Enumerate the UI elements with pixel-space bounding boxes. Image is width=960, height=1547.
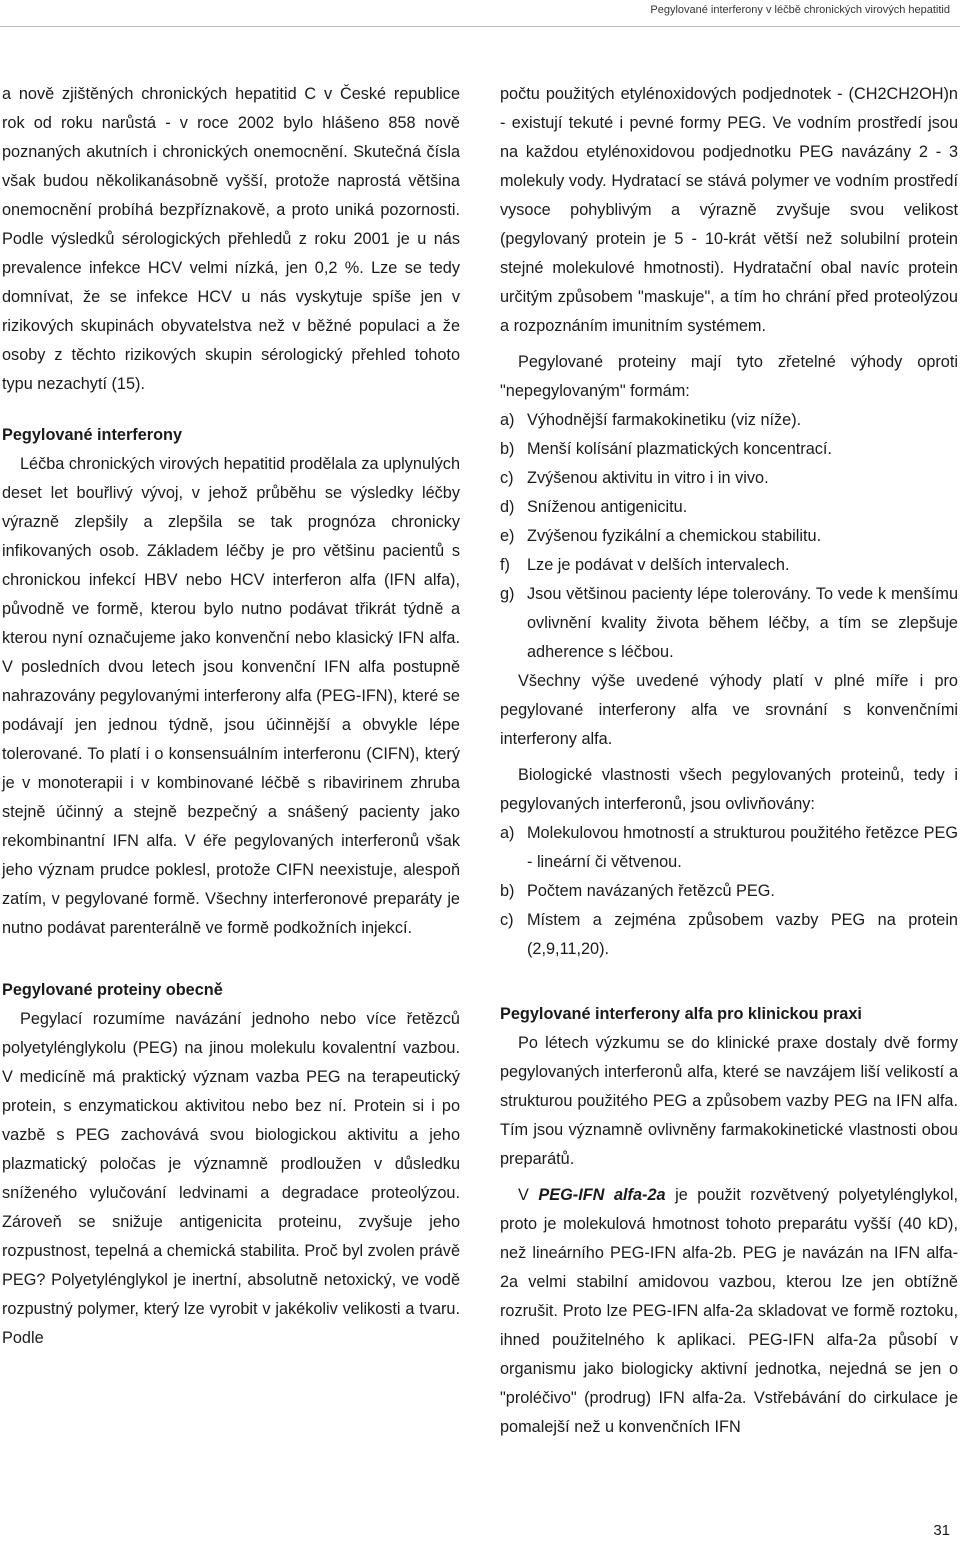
list-item xyxy=(500,877,958,906)
list-marker: a) xyxy=(500,824,515,842)
header-divider xyxy=(0,26,960,27)
list-item xyxy=(500,464,958,493)
list-item xyxy=(500,435,958,464)
drug-name-emphasis: PEG-IFN alfa-2a xyxy=(538,1186,666,1204)
paragraph: Biologické vlastnosti všech pegylovaných proteinů, tedy i pegylovaných interferonů, jsou ovlivňovány: xyxy=(500,766,958,813)
list-item xyxy=(500,551,958,580)
list-marker: b) xyxy=(500,882,515,900)
list-item xyxy=(500,522,958,551)
section-heading-pegylated-interferons: Pegylované interferony xyxy=(2,426,183,444)
right-column xyxy=(500,80,958,1442)
running-header: Pegylované interferony v léčbě chronických virových hepatitid xyxy=(650,4,950,16)
paragraph: Pegylací rozumíme navázání jednoho nebo více řetězců polyetylénglykolu (PEG) na jinou molekulu kovalentní vazbou. V medicíně má praktický význam vazba PEG na terapeutický protein, s enzymatickou aktivitou nebo bez ní. Protein si i po vazbě s PEG zachovává svou biologickou aktivitu a jeho plazmatický poločas je významně prodloužen v důsledku sníženého vylučování ledvinami a degradace proteolýzou. Zároveň se snižuje antigenicita proteinu, zvyšuje jeho rozpustnost, tepelná a chemická stabilita. Proč byl zvolen právě PEG? Polyetylénglykol je inertní, absolutně netoxický, ve vodě rozpustný polymer, který lze vyrobit v jakékoliv velikosti a tvaru. Podle xyxy=(2,1010,460,1347)
list-item xyxy=(500,406,958,435)
section-heading-clinical-practice: Pegylované interferony alfa pro klinickou praxi xyxy=(500,1005,862,1023)
list-item-text: Zvýšenou aktivitu in vitro i in vivo. xyxy=(527,469,769,487)
paragraph: a nově zjištěných chronických hepatitid C v České republice rok od roku narůstá - v roce 2002 bylo hlášeno 858 nově poznaných akutních i chronických onemocnění. Skutečná čísla však budou několikanásobně vyšší, protože naprostá většina onemocnění probíhá bezpříznakově, a proto uniká pozornosti. Podle výsledků sérologických přehledů z roku 2001 je u nás prevalence infekce HCV velmi nízká, jen 0,2 %. Lze se tedy domnívat, že se infekce HCV u nás vyskytuje spíše jen v rizikových skupinách obyvatelstva než v běžné populaci a že osoby z těchto rizikových skupin sérologický přehled tohoto typu nezachytí (15). xyxy=(2,85,460,393)
list-item-text: Molekulovou hmotností a strukturou použitého řetězce PEG - lineární či větvenou. xyxy=(527,824,958,871)
list-marker: g) xyxy=(500,585,515,603)
paragraph: Po létech výzkumu se do klinické praxe dostaly dvě formy pegylovaných interferonů alfa, které se navzájem liší velikostí a strukturou použitého PEG a způsobem vazby PEG na IFN alfa. Tím jsou významně ovlivněny farmakokinetické vlastnosti obou preparátů. xyxy=(500,1034,958,1168)
paragraph: Všechny výše uvedené výhody platí v plné míře i pro pegylované interferony alfa ve srovnání s konvenčními interferony alfa. xyxy=(500,672,958,748)
list-marker: a) xyxy=(500,411,515,429)
list-item-text: Jsou většinou pacienty lépe tolerovány. To vede k menšímu ovlivnění kvality života během léčby, a tím se zlepšuje adherence s léčbou. xyxy=(527,585,958,661)
list-marker: f) xyxy=(500,556,510,574)
left-column xyxy=(2,80,460,1353)
text-run: V xyxy=(518,1186,539,1204)
paragraph: Pegylované proteiny mají tyto zřetelné výhody oproti "nepegylovaným" formám: xyxy=(500,353,958,400)
list-item xyxy=(500,493,958,522)
list-marker: b) xyxy=(500,440,515,458)
list-item xyxy=(500,819,958,877)
list-item-text: Menší kolísání plazmatických koncentrací. xyxy=(527,440,832,458)
list-item-text: Místem a zejména způsobem vazby PEG na protein (2,9,11,20). xyxy=(527,911,958,958)
list-marker: e) xyxy=(500,527,515,545)
paragraph: počtu použitých etylénoxidových podjednotek - (CH2CH2OH)n - existují tekuté i pevné formy PEG. Ve vodním prostředí jsou na každou etylénoxidovou podjednotku PEG navázány 2 - 3 molekuly vody. Hydratací se stává polymer ve vodním prostředí vysoce pohyblivým a výrazně zvyšuje svou velikost (pegylovaný protein je 5 - 10-krát větší než solubilní protein stejné molekulové hmotnosti). Hydratační obal navíc protein určitým způsobem "maskuje", a tím ho chrání před proteolýzou a rozpoznáním imunitním systémem. xyxy=(500,85,958,335)
list-item xyxy=(500,906,958,964)
section-heading-pegylated-proteins: Pegylované proteiny obecně xyxy=(2,981,223,999)
text-run: je použit rozvětvený polyetylénglykol, proto je molekulová hmotnost tohoto preparátu vyšší (40 kD), než lineárního PEG-IFN alfa-2b. PEG je navázán na IFN alfa-2a velmi stabilní amidovou vazbou, kterou lze jen obtížně rozrušit. Proto lze PEG-IFN alfa-2a skladovat ve formě roztoku, ihned použitelného k aplikaci. PEG-IFN alfa-2a působí v organismu jako biologicky aktivní jednotka, nejedná se jen o "proléčivo" (prodrug) IFN alfa-2a. Vstřebávání do cirkulace je pomalejší než u konvenčních IFN xyxy=(500,1186,958,1436)
list-marker: d) xyxy=(500,498,515,516)
list-item-text: Lze je podávat v delších intervalech. xyxy=(527,556,790,574)
list-item xyxy=(500,580,958,667)
list-item-text: Zvýšenou fyzikální a chemickou stabilitu. xyxy=(527,527,822,545)
page-number: 31 xyxy=(933,1522,950,1539)
factors-list xyxy=(500,819,958,964)
list-item-text: Výhodnější farmakokinetiku (viz níže). xyxy=(527,411,802,429)
list-marker: c) xyxy=(500,469,514,487)
advantages-list xyxy=(500,406,958,667)
list-item-text: Sníženou antigenicitu. xyxy=(527,498,688,516)
paragraph: Léčba chronických virových hepatitid prodělala za uplynulých deset let bouřlivý vývoj, v jehož průběhu se výsledky léčby výrazně zlepšily a zlepšila se tak prognóza chronicky infikovaných osob. Základem léčby je pro většinu pacientů s chronickou infekcí HBV nebo HCV interferon alfa (IFN alfa), původně ve formě, kterou bylo nutno podávat třikrát týdně a kterou nyní označujeme jako konvenční nebo klasický IFN alfa. V posledních dvou letech jsou konvenční IFN alfa postupně nahrazovány pegylovanými interferony alfa (PEG-IFN), které se podávají jen jednou týdně, jsou účinnější a obvykle lépe tolerované. To platí i o konsensuálním interferonu (CIFN), který je v monoterapii i v kombinované léčbě s ribavirinem zhruba stejně účinný a stejně bezpečný a snášený pacienty jako rekombinantní IFN alfa. V éře pegylovaných interferonů však jeho význam prudce poklesl, protože CIFN neexistuje, alespoň zatím, v pegylované formě. Všechny interferonové preparáty je nutno podávat parenterálně ve formě podkožních injekcí. xyxy=(2,455,460,937)
list-item-text: Počtem navázaných řetězců PEG. xyxy=(527,882,775,900)
list-marker: c) xyxy=(500,911,514,929)
paragraph xyxy=(500,1181,958,1442)
